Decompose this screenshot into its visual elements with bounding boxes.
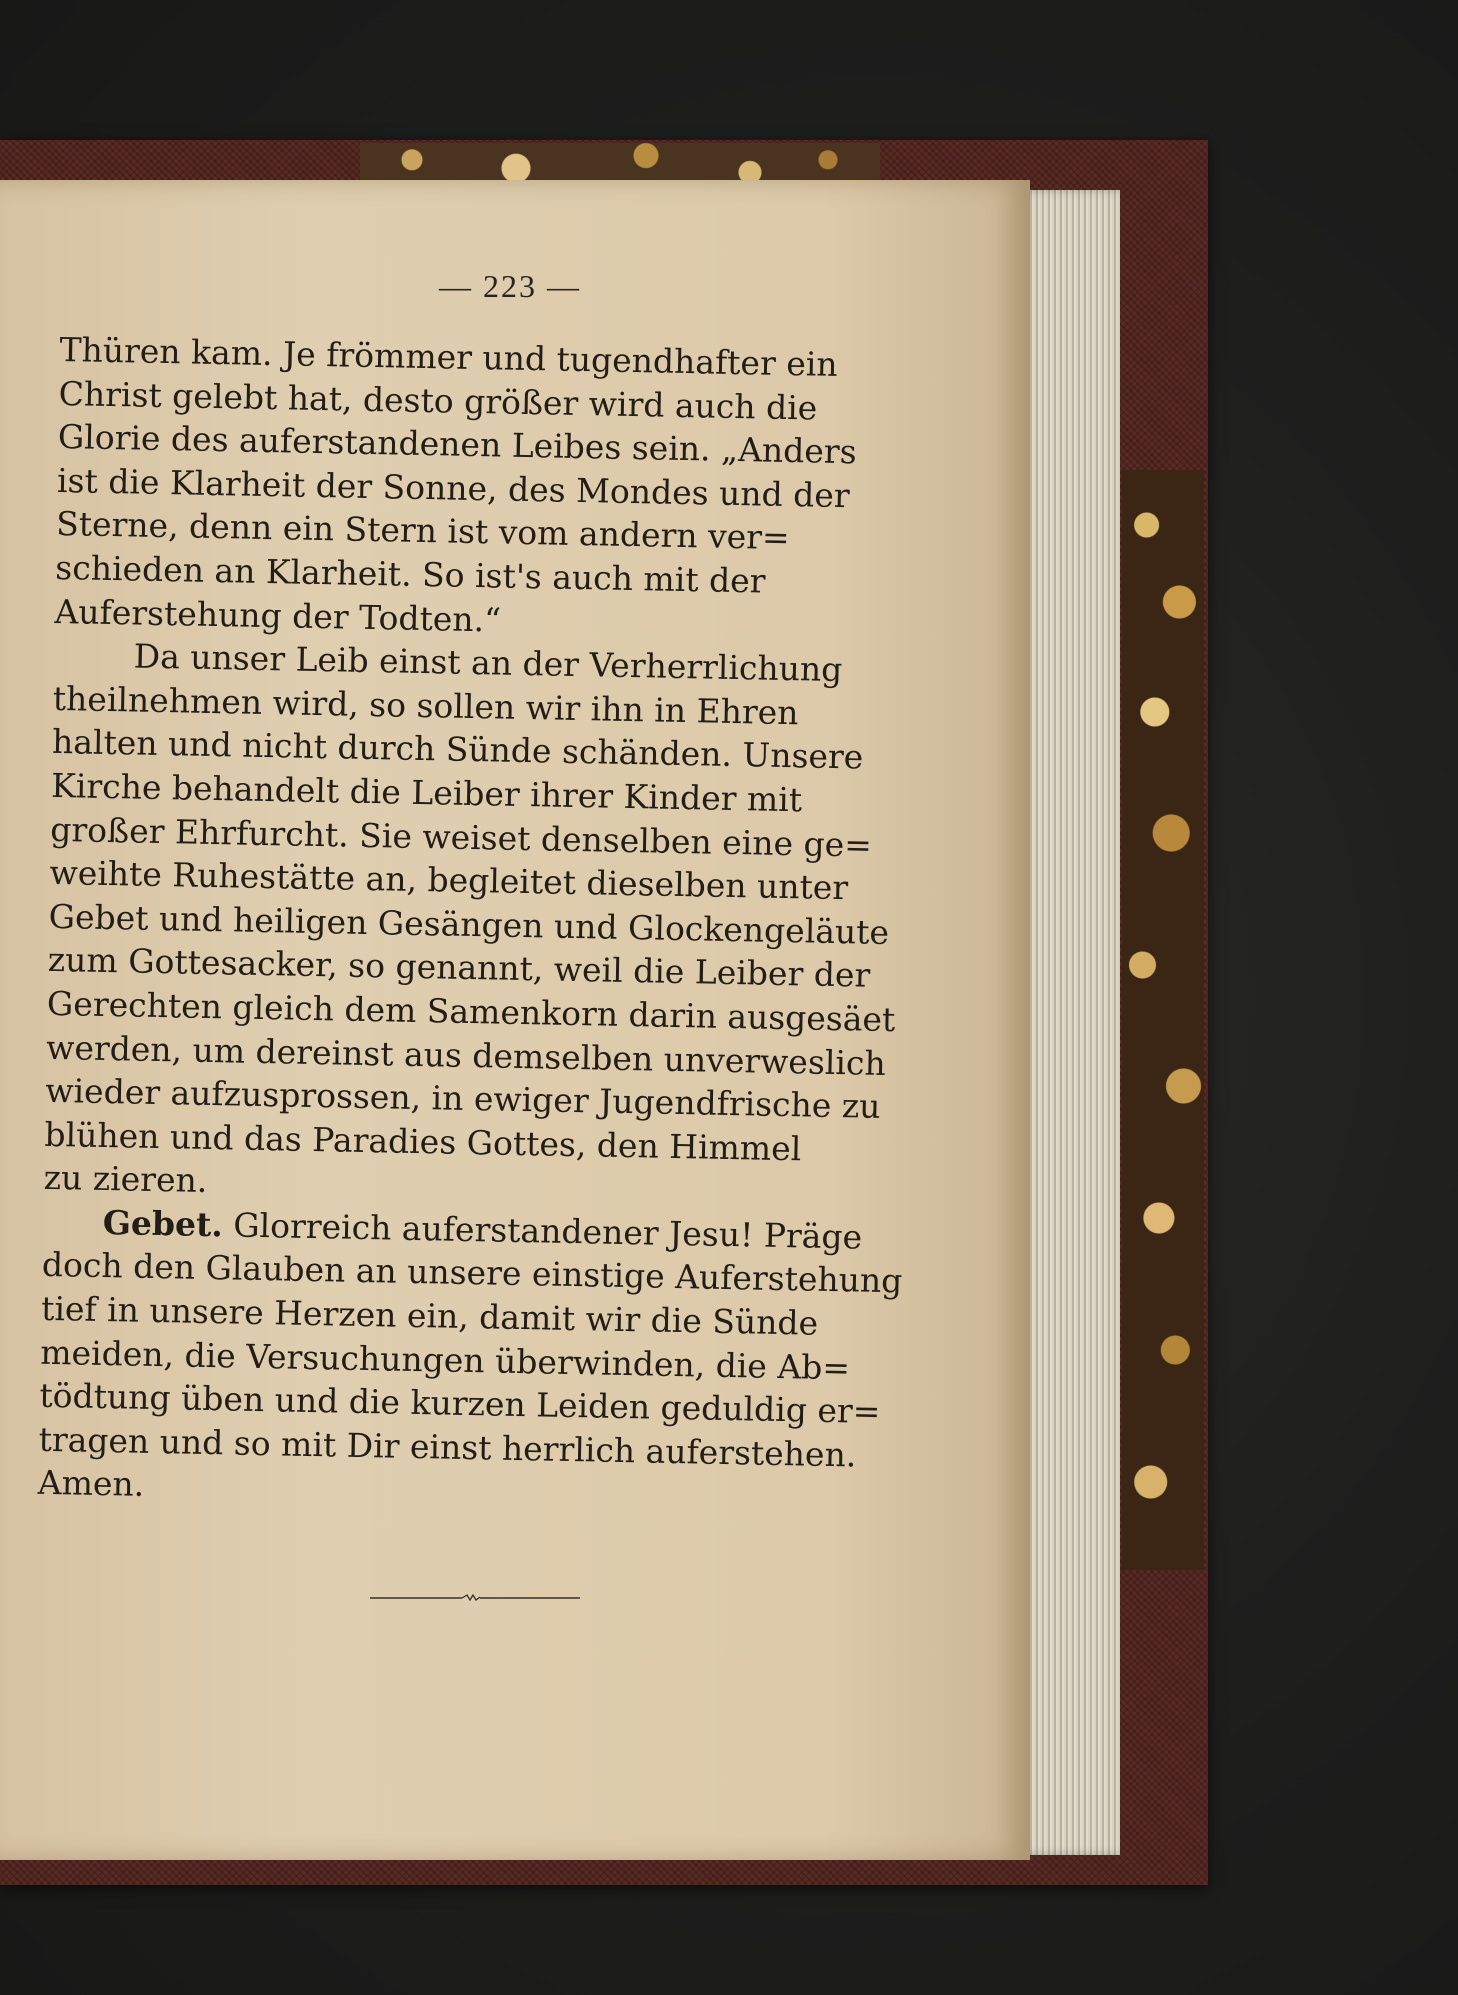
prayer-label: Gebet. xyxy=(102,1202,224,1245)
text-line: wieder aufzusprossen, in ewiger Jugendfrische zu xyxy=(44,1070,881,1126)
text-line: doch den Glauben an unsere einstige Auferstehung xyxy=(41,1245,903,1301)
text-line: Auferstehung der Todten.“ xyxy=(54,591,502,640)
text-line: Thüren kam. Je frömmer und tugendhafter ein xyxy=(59,329,839,384)
text-line: tragen und so mit Dir einst herrlich auferstehen. xyxy=(38,1419,857,1475)
text-line: zu zieren. xyxy=(43,1158,208,1201)
paragraph-2 xyxy=(43,633,934,1217)
text-line: Kirche behandelt die Leiber ihrer Kinder mit xyxy=(50,765,803,820)
text-line: meiden, die Versuchungen überwinden, die Ab= xyxy=(39,1332,851,1388)
text-line: halten und nicht durch Sünde schänden. Unsere xyxy=(51,722,864,777)
text-line: Amen. xyxy=(37,1463,145,1505)
text-line: Da unser Leib einst an der Verherrlichung xyxy=(133,636,843,690)
text-line: Gebet und heiligen Gesängen und Glockengeläute xyxy=(48,896,890,952)
text-line: theilnehmen wird, so sollen wir ihn in Ehren xyxy=(52,678,799,732)
end-ornament xyxy=(370,1592,580,1602)
text-line: zum Gottesacker, so genannt, weil die Leiber der xyxy=(47,940,871,995)
paragraph-1 xyxy=(54,328,940,650)
prayer-first-line: Glorreich auferstandener Jesu! Präge xyxy=(222,1205,863,1257)
prayer-paragraph xyxy=(37,1200,923,1522)
text-line: blühen und das Paradies Gottes, den Himmel xyxy=(44,1114,802,1169)
text-line: weihte Ruhestätte an, begleitet dieselben unter xyxy=(49,853,849,908)
text-line: ist die Klarheit der Sonne, des Mondes und der xyxy=(56,460,851,515)
text-line: Sterne, denn ein Stern ist vom andern ver= xyxy=(55,504,791,558)
text-line: tödtung üben und die kurzen Leiden geduldig er= xyxy=(39,1376,881,1432)
text-line: tief in unsere Herzen ein, damit wir die Sünde xyxy=(40,1288,819,1343)
text-line: Christ gelebt hat, desto größer wird auch die xyxy=(58,373,818,428)
text-line: Glorie des auferstandenen Leibes sein. „Anders xyxy=(57,417,857,472)
marbled-endpaper-side xyxy=(1122,470,1204,1570)
text-line: werden, um dereinst aus demselben unverweslich xyxy=(45,1027,887,1083)
text-line: Gerechten gleich dem Samenkorn darin ausgesäet xyxy=(46,983,896,1040)
text-body xyxy=(37,328,939,1522)
marbled-endpaper-top xyxy=(360,143,880,185)
text-line: großer Ehrfurcht. Sie weiset denselben eine ge= xyxy=(50,809,873,865)
page-number: — 223 — xyxy=(439,268,581,304)
text-line: schieden an Klarheit. So ist's auch mit der xyxy=(55,547,766,601)
